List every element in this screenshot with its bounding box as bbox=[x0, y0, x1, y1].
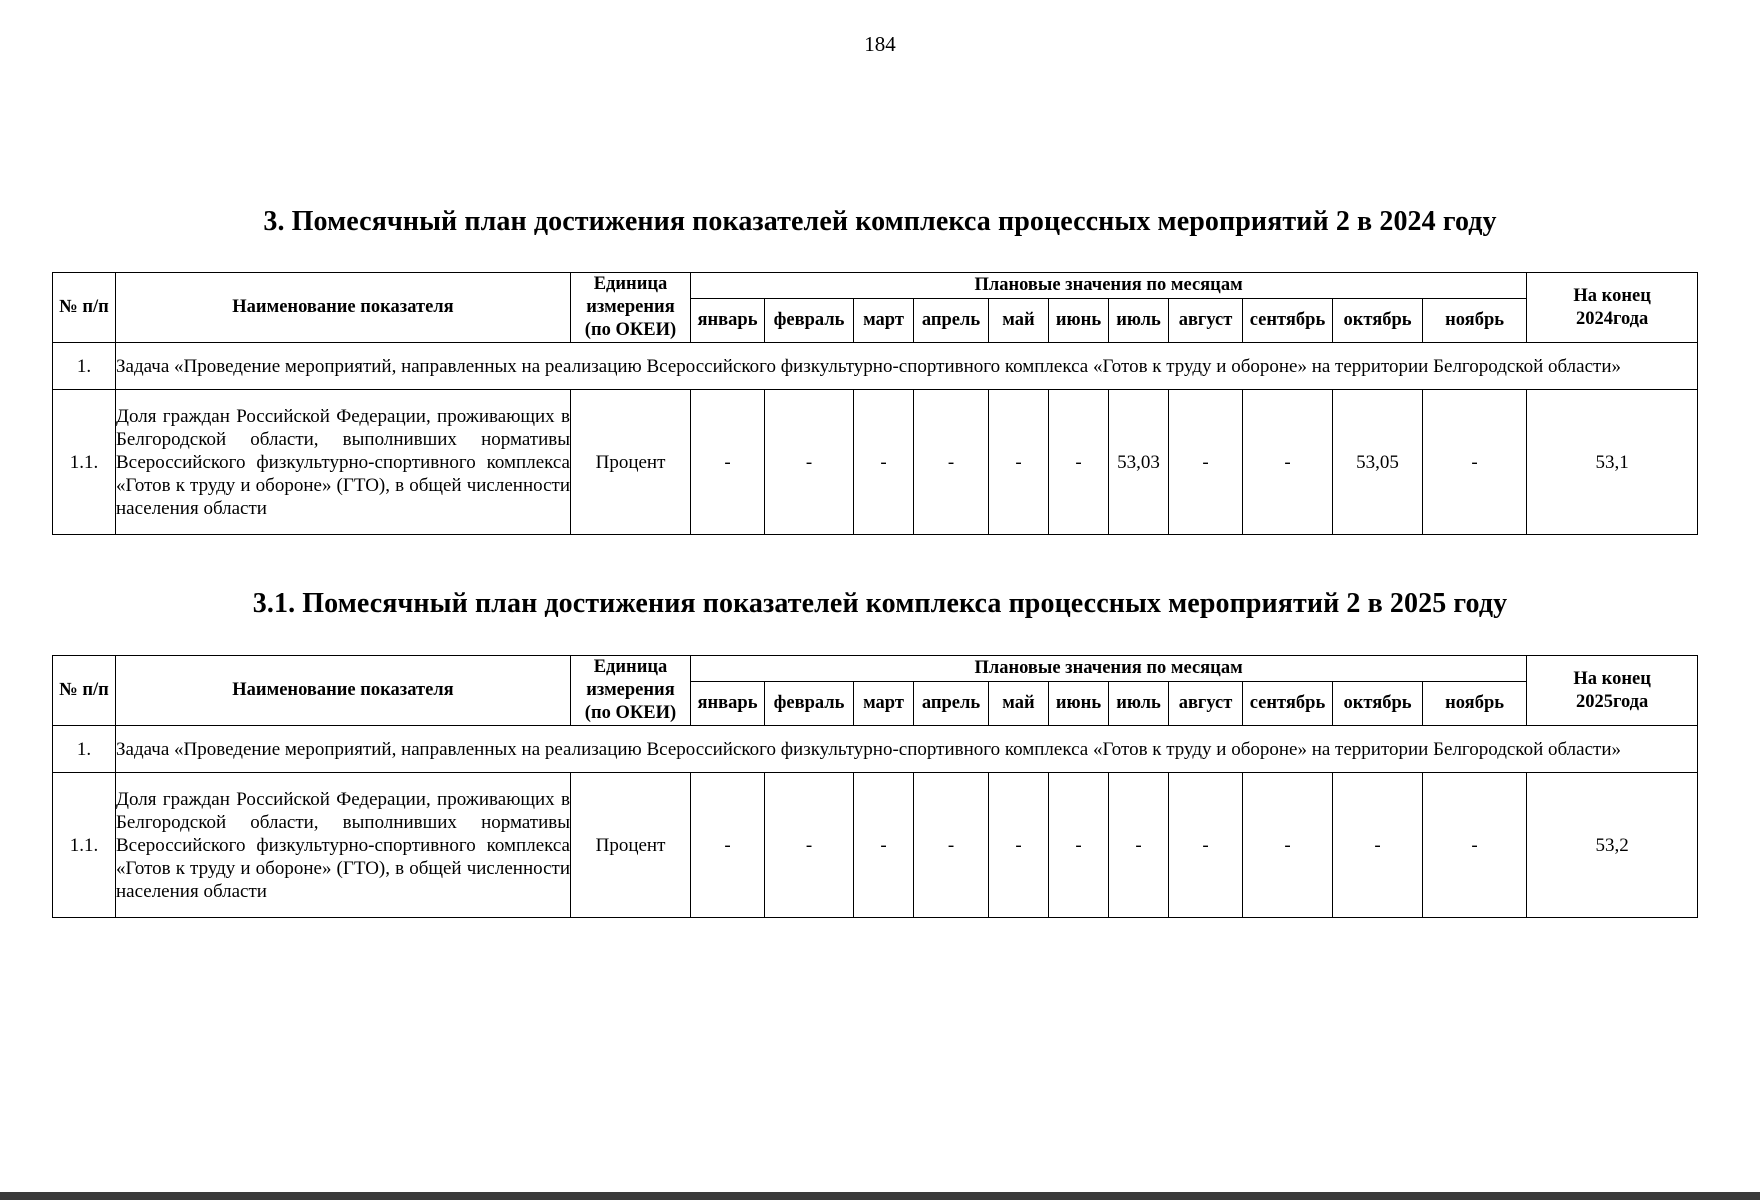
task-number: 1. bbox=[53, 726, 116, 773]
header-num: № п/п bbox=[53, 656, 116, 726]
month-value: - bbox=[1423, 390, 1527, 535]
section-title: 3. Помесячный план достижения показателей комплекса процессных мероприятий 2 в 2024 году bbox=[263, 206, 1497, 237]
header-unit: Единица измерения (по ОКЕИ) bbox=[571, 656, 691, 726]
header-month: январь bbox=[691, 682, 765, 726]
header-name: Наименование показателя bbox=[116, 273, 571, 343]
header-month: июнь bbox=[1049, 682, 1109, 726]
indicator-unit: Процент bbox=[571, 390, 691, 535]
header-month: июнь bbox=[1049, 299, 1109, 343]
header-month: январь bbox=[691, 299, 765, 343]
monthly-plan-table bbox=[52, 655, 1698, 918]
month-value: - bbox=[1109, 773, 1169, 918]
month-value: - bbox=[1243, 390, 1333, 535]
header-month: май bbox=[989, 682, 1049, 726]
month-value: - bbox=[1049, 773, 1109, 918]
month-value: - bbox=[1333, 773, 1423, 918]
indicator-name: Доля граждан Российской Федерации, проживающих в Белгородской области, выполнивших нормативы Всероссийского физкультурно-спортивного комплекса «Готов к труду и обороне» (ГТО), в общей численности населения области bbox=[116, 773, 571, 918]
month-value: - bbox=[989, 390, 1049, 535]
header-month: февраль bbox=[765, 299, 854, 343]
header-month: сентябрь bbox=[1243, 299, 1333, 343]
indicator-number: 1.1. bbox=[53, 390, 116, 535]
header-month: октябрь bbox=[1333, 299, 1423, 343]
indicator-row bbox=[53, 390, 1698, 535]
header-month: октябрь bbox=[1333, 682, 1423, 726]
month-value: - bbox=[854, 773, 914, 918]
header-month: ноябрь bbox=[1423, 682, 1527, 726]
month-value: - bbox=[765, 773, 854, 918]
task-text: Задача «Проведение мероприятий, направленных на реализацию Всероссийского физкультурно-спортивного комплекса «Готов к труду и обороне» на территории Белгородской области» bbox=[116, 343, 1698, 390]
indicator-number: 1.1. bbox=[53, 773, 116, 918]
task-row bbox=[53, 726, 1698, 773]
month-value: - bbox=[765, 390, 854, 535]
task-number: 1. bbox=[53, 343, 116, 390]
task-text: Задача «Проведение мероприятий, направленных на реализацию Всероссийского физкультурно-спортивного комплекса «Готов к труду и обороне» на территории Белгородской области» bbox=[116, 726, 1698, 773]
header-month: август bbox=[1169, 299, 1243, 343]
month-value: - bbox=[1243, 773, 1333, 918]
header-end: На конец 2025года bbox=[1527, 656, 1698, 726]
header-month: апрель bbox=[914, 682, 989, 726]
scan-bottom-edge bbox=[0, 1192, 1760, 1200]
header-month: июль bbox=[1109, 299, 1169, 343]
monthly-plan-table bbox=[52, 272, 1698, 535]
end-value: 53,2 bbox=[1527, 773, 1698, 918]
month-value: - bbox=[691, 390, 765, 535]
section-title: 3.1. Помесячный план достижения показателей комплекса процессных мероприятий 2 в 2025 году bbox=[252, 588, 1508, 619]
month-value: - bbox=[854, 390, 914, 535]
month-value: - bbox=[1423, 773, 1527, 918]
page-number: 184 bbox=[864, 32, 896, 56]
header-planned: Плановые значения по месяцам bbox=[691, 273, 1527, 299]
header-month: июль bbox=[1109, 682, 1169, 726]
header-num: № п/п bbox=[53, 273, 116, 343]
indicator-name: Доля граждан Российской Федерации, проживающих в Белгородской области, выполнивших нормативы Всероссийского физкультурно-спортивного комплекса «Готов к труду и обороне» (ГТО), в общей численности населения области bbox=[116, 390, 571, 535]
month-value: - bbox=[914, 390, 989, 535]
header-month: апрель bbox=[914, 299, 989, 343]
header-month: ноябрь bbox=[1423, 299, 1527, 343]
month-value: - bbox=[914, 773, 989, 918]
month-value: - bbox=[989, 773, 1049, 918]
indicator-row bbox=[53, 773, 1698, 918]
header-month: март bbox=[854, 682, 914, 726]
month-value: - bbox=[691, 773, 765, 918]
month-value: - bbox=[1169, 773, 1243, 918]
header-planned: Плановые значения по месяцам bbox=[691, 656, 1527, 682]
header-unit: Единица измерения (по ОКЕИ) bbox=[571, 273, 691, 343]
header-end: На конец 2024года bbox=[1527, 273, 1698, 343]
month-value: 53,03 bbox=[1109, 390, 1169, 535]
month-value: - bbox=[1169, 390, 1243, 535]
month-value: 53,05 bbox=[1333, 390, 1423, 535]
indicator-unit: Процент bbox=[571, 773, 691, 918]
header-month: сентябрь bbox=[1243, 682, 1333, 726]
month-value: - bbox=[1049, 390, 1109, 535]
header-month: май bbox=[989, 299, 1049, 343]
task-row bbox=[53, 343, 1698, 390]
header-name: Наименование показателя bbox=[116, 656, 571, 726]
end-value: 53,1 bbox=[1527, 390, 1698, 535]
header-month: август bbox=[1169, 682, 1243, 726]
header-month: февраль bbox=[765, 682, 854, 726]
header-month: март bbox=[854, 299, 914, 343]
